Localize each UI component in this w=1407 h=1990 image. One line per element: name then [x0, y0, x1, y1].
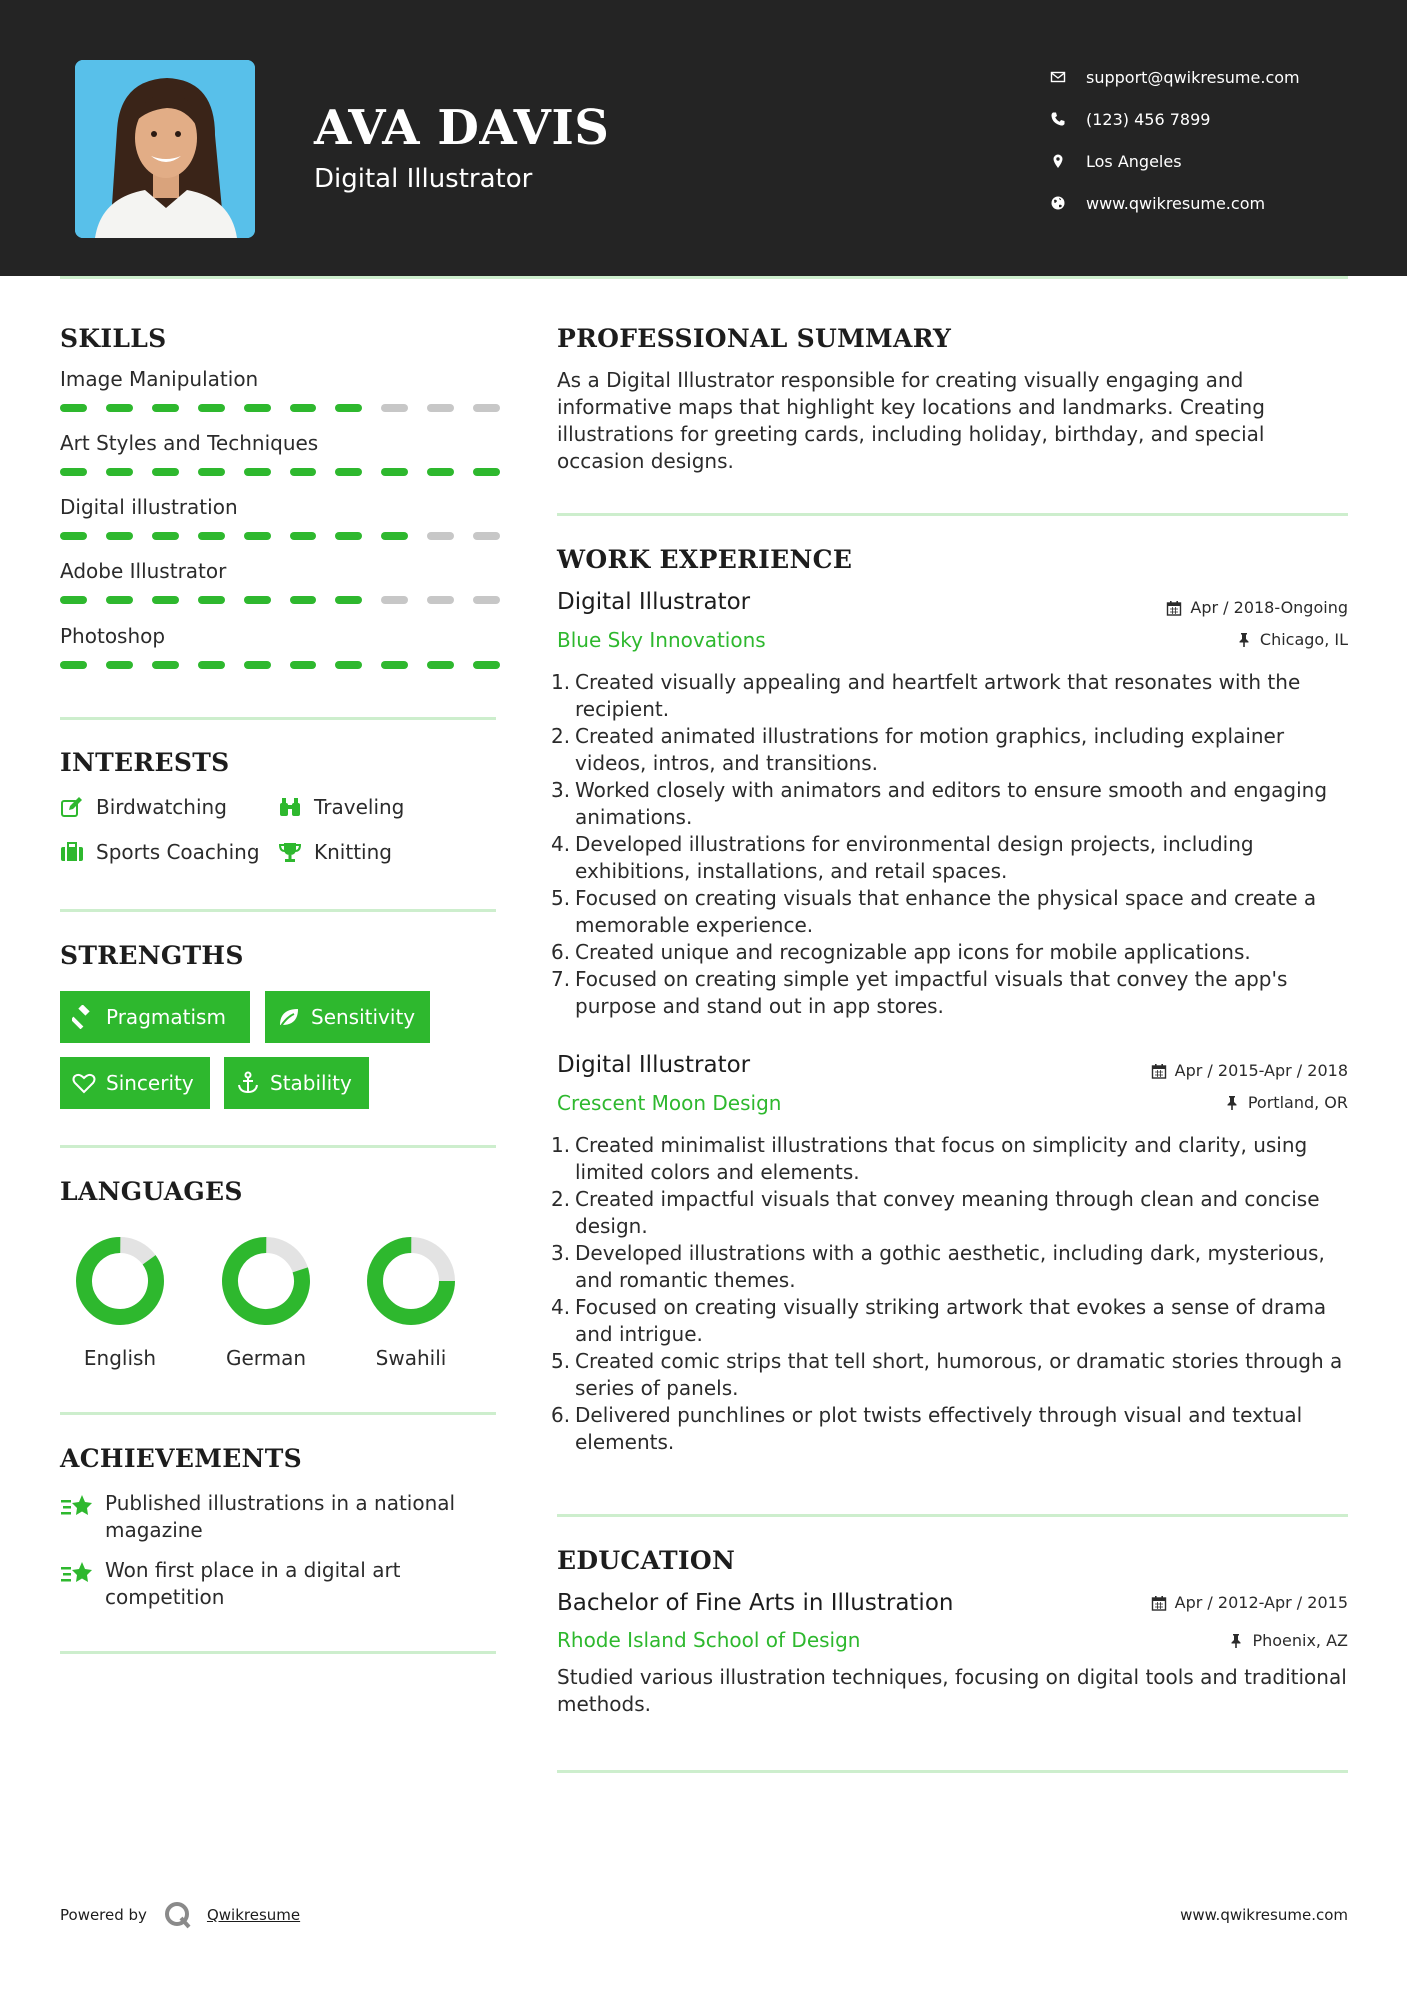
briefcase-icon [60, 841, 84, 863]
skill-dash-empty [473, 404, 500, 412]
calendar-icon [1151, 1595, 1167, 1611]
skill-dash-filled [106, 532, 133, 540]
strength-badge [60, 991, 250, 1043]
interest-item [60, 840, 260, 864]
skill-name: Digital illustration [60, 495, 238, 519]
interests-heading: INTERESTS [60, 748, 230, 777]
footer-website[interactable]: www.qwikresume.com [1180, 1906, 1348, 1924]
summary-heading: PROFESSIONAL SUMMARY [557, 324, 952, 353]
education-dates [1151, 1593, 1348, 1612]
skill-name: Photoshop [60, 624, 166, 648]
job-bullet: Developed illustrations with a gothic aesthetic, including dark, mysterious, and romantic themes. [575, 1241, 1325, 1292]
pushpin-icon [1228, 1633, 1244, 1649]
binoculars-icon [278, 796, 302, 818]
language-donut [366, 1236, 456, 1326]
skill-dash-filled [335, 596, 362, 604]
interest-label: Knitting [314, 840, 392, 864]
skill-dash-filled [381, 532, 408, 540]
skill-level-bar [60, 532, 500, 540]
skill-dash-filled [335, 468, 362, 476]
skill-dash-empty [381, 596, 408, 604]
skill-dash-filled [473, 661, 500, 669]
skill-dash-filled [244, 596, 271, 604]
language-item [60, 1236, 180, 1370]
edit-icon [60, 796, 84, 818]
header-accent-line [60, 276, 1348, 279]
experience-heading: WORK EXPERIENCE [557, 545, 853, 574]
skill-dash-filled [198, 468, 225, 476]
language-name: English [83, 1346, 157, 1370]
skill-dash-filled [106, 661, 133, 669]
contact-email-text: support@qwikresume.com [1086, 67, 1300, 87]
skill-item [60, 367, 500, 412]
candidate-title: Digital Illustrator [314, 164, 533, 194]
skill-dash-filled [335, 661, 362, 669]
interest-item [278, 795, 404, 819]
shooting-star-icon [60, 1492, 94, 1520]
education-dates-text: Apr / 2012-Apr / 2015 [1174, 1593, 1348, 1612]
contact-location-text: Los Angeles [1086, 151, 1182, 171]
section-divider [557, 513, 1348, 516]
interest-label: Birdwatching [96, 795, 227, 819]
skill-dash-empty [473, 532, 500, 540]
strength-label: Pragmatism [106, 1005, 226, 1029]
calendar-icon [1166, 600, 1182, 616]
interest-label: Sports Coaching [96, 840, 260, 864]
shooting-star-icon [60, 1559, 94, 1587]
language-donut [221, 1236, 311, 1326]
job-dates-text: Apr / 2018-Ongoing [1190, 598, 1348, 617]
powered-by-text: Powered by [60, 1906, 147, 1924]
contact-website[interactable] [1050, 182, 1300, 224]
skill-dash-filled [152, 468, 179, 476]
skill-dash-filled [60, 596, 87, 604]
contact-location [1050, 140, 1300, 182]
envelope-icon [1050, 68, 1086, 86]
section-divider [60, 1412, 496, 1415]
job-bullet: Created impactful visuals that convey meaning through clean and concise design. [575, 1187, 1320, 1238]
skill-dash-filled [290, 596, 317, 604]
skill-dash-filled [60, 404, 87, 412]
skill-dash-filled [106, 596, 133, 604]
strengths-heading: STRENGTHS [60, 941, 244, 970]
trophy-icon [278, 841, 302, 863]
job-location [1224, 1093, 1348, 1112]
strength-label: Stability [270, 1071, 352, 1095]
contact-website-text: www.qwikresume.com [1086, 193, 1266, 213]
globe-icon [1050, 194, 1086, 212]
achievements-heading: ACHIEVEMENTS [60, 1444, 302, 1473]
pushpin-icon [1236, 632, 1252, 648]
skill-dash-filled [198, 596, 225, 604]
skill-dash-filled [290, 404, 317, 412]
section-divider [60, 1145, 496, 1148]
skill-dash-filled [152, 404, 179, 412]
summary-text: As a Digital Illustrator responsible for creating visually engaging and informative maps that highlight key locations and landmarks. Creating illustrations for greeting cards, including holiday, birthday, and special occasion designs. [557, 368, 1265, 473]
strength-badge [60, 1057, 210, 1109]
job-bullets [557, 669, 1347, 1020]
job-bullet: Created minimalist illustrations that focus on simplicity and clarity, using limited colors and elements. [575, 1133, 1308, 1184]
skill-dash-empty [427, 596, 454, 604]
phone-icon [1050, 110, 1086, 128]
profile-photo [75, 60, 255, 238]
skill-dash-empty [473, 596, 500, 604]
skill-dash-filled [244, 532, 271, 540]
footer-powered-by [60, 1900, 300, 1930]
skill-dash-filled [381, 661, 408, 669]
section-divider [60, 1651, 496, 1654]
job-bullet: Delivered punchlines or plot twists effectively through visual and textual elements. [575, 1403, 1303, 1454]
skill-dash-filled [290, 661, 317, 669]
skill-dash-filled [381, 468, 408, 476]
languages-heading: LANGUAGES [60, 1177, 243, 1206]
achievement-item [60, 1490, 490, 1544]
skill-dash-filled [152, 596, 179, 604]
job-bullet: Focused on creating visually striking artwork that evokes a sense of drama and intrigue. [575, 1295, 1327, 1346]
job-bullet: Developed illustrations for environmental design projects, including exhibitions, installations, and retail spaces. [575, 832, 1254, 883]
skill-dash-filled [60, 468, 87, 476]
footer-brand-link[interactable]: Qwikresume [206, 1906, 301, 1924]
leaf-icon [277, 1005, 301, 1029]
job-bullet: Worked closely with animators and editors to ensure smooth and engaging animations. [575, 778, 1328, 829]
job-title: Digital Illustrator [557, 589, 751, 615]
skill-dash-empty [427, 404, 454, 412]
skill-dash-filled [152, 532, 179, 540]
job-dates-text: Apr / 2015-Apr / 2018 [1174, 1061, 1348, 1080]
skill-name: Adobe Illustrator [60, 559, 227, 583]
achievement-text: Published illustrations in a national magazine [105, 1491, 456, 1542]
skill-dash-filled [198, 661, 225, 669]
job-bullet: Created comic strips that tell short, humorous, or dramatic stories through a series of panels. [575, 1349, 1343, 1400]
skill-dash-empty [427, 532, 454, 540]
language-item [351, 1236, 471, 1370]
job-dates [1166, 598, 1348, 617]
job-bullet: Created visually appealing and heartfelt artwork that resonates with the recipient. [575, 670, 1301, 721]
strength-label: Sincerity [106, 1071, 194, 1095]
achievement-item [60, 1557, 490, 1611]
job-company: Crescent Moon Design [557, 1091, 782, 1115]
skill-name: Art Styles and Techniques [60, 431, 319, 455]
skill-dash-filled [60, 661, 87, 669]
section-divider [557, 1770, 1348, 1773]
gavel-icon [72, 1005, 96, 1029]
job-bullets [557, 1132, 1347, 1456]
skill-level-bar [60, 596, 500, 604]
skill-item [60, 431, 500, 476]
resume-header [0, 0, 1407, 276]
contact-phone-text: (123) 456 7899 [1086, 109, 1211, 129]
language-item [206, 1236, 326, 1370]
skill-dash-empty [381, 404, 408, 412]
job-dates [1151, 1061, 1348, 1080]
contact-email[interactable] [1050, 56, 1300, 98]
job-bullet: Created unique and recognizable app icons for mobile applications. [575, 940, 1251, 964]
job-title: Digital Illustrator [557, 1052, 751, 1078]
education-location [1228, 1631, 1348, 1650]
skill-dash-filled [198, 532, 225, 540]
language-name: German [225, 1346, 307, 1370]
achievement-text: Won first place in a digital art competition [105, 1558, 401, 1609]
skill-item [60, 495, 500, 540]
job-company: Blue Sky Innovations [557, 628, 766, 652]
language-name: Swahili [375, 1346, 447, 1370]
candidate-name: AVA DAVIS [314, 100, 610, 156]
skill-level-bar [60, 404, 500, 412]
skill-dash-filled [335, 532, 362, 540]
education-text: Studied various illustration techniques, focusing on digital tools and traditional methods. [557, 1665, 1347, 1716]
section-divider [557, 1514, 1348, 1517]
qwikresume-logo-icon [163, 1900, 193, 1930]
strength-badge [265, 991, 430, 1043]
skill-dash-filled [290, 532, 317, 540]
heart-icon [72, 1071, 96, 1095]
job-location-text: Portland, OR [1247, 1093, 1348, 1112]
education-heading: EDUCATION [557, 1546, 736, 1575]
section-divider [60, 909, 496, 912]
skill-dash-filled [198, 404, 225, 412]
interest-item [278, 840, 392, 864]
skill-level-bar [60, 661, 500, 669]
skill-item [60, 624, 500, 669]
section-divider [60, 717, 496, 720]
skills-heading: SKILLS [60, 324, 167, 353]
job-bullet: Focused on creating visuals that enhance the physical space and create a memorable experience. [575, 886, 1317, 937]
job-bullet: Created animated illustrations for motion graphics, including explainer videos, intros, and transitions. [575, 724, 1285, 775]
pushpin-icon [1224, 1095, 1240, 1111]
strength-badge [224, 1057, 369, 1109]
contact-phone[interactable] [1050, 98, 1300, 140]
skill-dash-filled [290, 468, 317, 476]
job-location-text: Chicago, IL [1259, 630, 1348, 649]
skill-dash-filled [244, 468, 271, 476]
school-name: Rhode Island School of Design [557, 1628, 861, 1652]
anchor-icon [236, 1071, 260, 1095]
strength-label: Sensitivity [311, 1005, 416, 1029]
education-location-text: Phoenix, AZ [1252, 1631, 1348, 1650]
calendar-icon [1151, 1063, 1167, 1079]
skill-dash-filled [427, 661, 454, 669]
interest-label: Traveling [314, 795, 405, 819]
skill-dash-filled [427, 468, 454, 476]
skill-dash-filled [244, 661, 271, 669]
skill-name: Image Manipulation [60, 367, 259, 391]
skill-dash-filled [335, 404, 362, 412]
skill-level-bar [60, 468, 500, 476]
skill-dash-filled [244, 404, 271, 412]
donut-fill [221, 1236, 311, 1326]
skill-dash-filled [60, 532, 87, 540]
map-pin-icon [1050, 152, 1086, 170]
degree-title: Bachelor of Fine Arts in Illustration [557, 1590, 954, 1616]
skill-dash-filled [152, 661, 179, 669]
job-bullet: Focused on creating simple yet impactful visuals that convey the app's purpose and stand out in app stores. [575, 967, 1288, 1018]
language-donut [75, 1236, 165, 1326]
skill-dash-filled [473, 468, 500, 476]
interest-item [60, 795, 227, 819]
job-location [1236, 630, 1348, 649]
skill-dash-filled [106, 468, 133, 476]
contact-list [1050, 56, 1300, 224]
skill-dash-filled [106, 404, 133, 412]
donut-fill [75, 1236, 165, 1326]
skill-item [60, 559, 500, 604]
